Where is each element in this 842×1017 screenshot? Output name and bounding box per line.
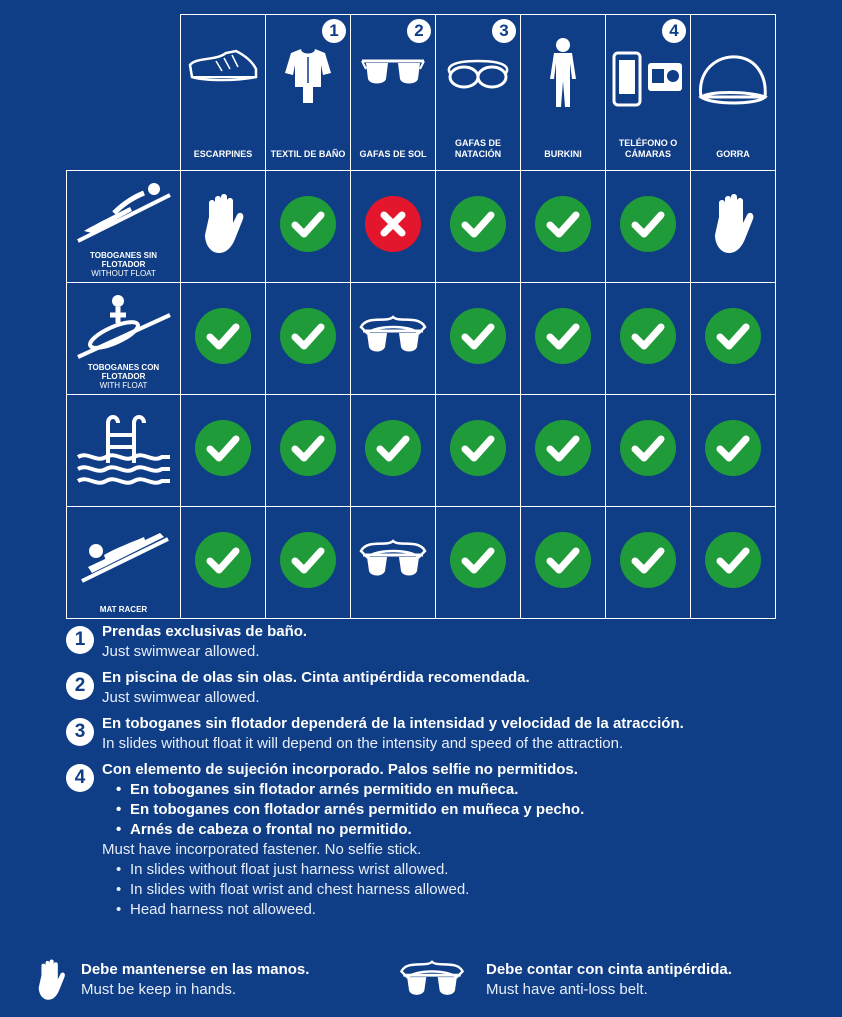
glasses-strap-icon <box>394 958 470 1002</box>
col-label: TELÉFONO O CÁMARAS <box>618 138 678 159</box>
cell-check <box>436 507 521 619</box>
cell-strap <box>351 283 436 395</box>
footnote-badge: 4 <box>662 19 686 43</box>
cell-check <box>436 395 521 507</box>
cell-check <box>691 507 776 619</box>
cell-check <box>436 283 521 395</box>
hand-icon <box>36 958 66 1002</box>
check-icon <box>535 420 591 476</box>
cell-check <box>606 507 691 619</box>
cross-icon <box>365 196 421 252</box>
check-icon <box>705 308 761 364</box>
glasses-strap-icon <box>357 313 429 359</box>
check-icon <box>535 196 591 252</box>
cell-check <box>606 395 691 507</box>
cell-check <box>351 395 436 507</box>
cell-check <box>266 507 351 619</box>
check-icon <box>280 196 336 252</box>
cell-check <box>606 283 691 395</box>
cell-check <box>691 283 776 395</box>
footnote-badge: 3 <box>492 19 516 43</box>
corner-cell <box>67 15 181 171</box>
row-label-es: MAT RACER <box>99 605 148 614</box>
swim-goggles-icon <box>444 55 512 95</box>
row-mat-racer <box>67 507 776 619</box>
col-label: GORRA <box>716 149 750 159</box>
row-header <box>67 507 181 619</box>
cell-check <box>181 395 266 507</box>
row-slide-without-float <box>67 171 776 283</box>
row-pool <box>67 395 776 507</box>
header-row <box>67 15 776 171</box>
cell-check <box>691 395 776 507</box>
check-icon <box>705 420 761 476</box>
col-label: TEXTIL DE BAÑO <box>270 149 346 159</box>
footnote-bullet-es: • Arnés de cabeza o frontal no permitido. <box>116 820 826 840</box>
footnote-number: 2 <box>66 672 94 700</box>
footnote-bullet-es: • En toboganes con flotador arnés permitido en muñeca y pecho. <box>116 800 826 820</box>
col-gorra <box>691 15 776 171</box>
cell-check <box>181 283 266 395</box>
col-gafas-natacion <box>436 15 521 171</box>
footnote-3 <box>66 714 826 754</box>
footnotes <box>66 622 826 926</box>
check-icon <box>620 420 676 476</box>
footnote-en: Just swimwear allowed. <box>102 643 260 660</box>
col-label: GAFAS DE NATACIÓN <box>454 138 502 159</box>
col-label: BURKINI <box>544 149 582 159</box>
burkini-icon <box>548 37 578 111</box>
footnote-badge: 2 <box>407 19 431 43</box>
footnote-en: Must have incorporated fastener. No selfie stick. <box>102 841 422 858</box>
cell-check <box>266 395 351 507</box>
check-icon <box>450 420 506 476</box>
cap-icon <box>697 51 769 107</box>
check-icon <box>450 532 506 588</box>
check-icon <box>365 420 421 476</box>
cell-check <box>521 283 606 395</box>
cell-check <box>436 171 521 283</box>
col-burkini <box>521 15 606 171</box>
row-header <box>67 283 181 395</box>
legend-es: Debe contar con cinta antipérdida. <box>486 961 732 978</box>
cell-check <box>266 283 351 395</box>
check-icon <box>195 532 251 588</box>
phone-camera-icon <box>612 51 684 107</box>
cell-check <box>606 171 691 283</box>
row-header <box>67 395 181 507</box>
cell-check <box>521 507 606 619</box>
check-icon <box>280 532 336 588</box>
check-icon <box>450 196 506 252</box>
row-label-es: TOBOGANES CON FLOTADOR <box>87 363 160 381</box>
footnote-bullet-en: • In slides without float just harness wrist allowed. <box>116 860 826 880</box>
footnote-en: Just swimwear allowed. <box>102 689 260 706</box>
legend-en: Must have anti-loss belt. <box>486 981 648 998</box>
col-gafas-sol <box>351 15 436 171</box>
hand-icon <box>201 193 245 255</box>
sunglasses-icon <box>360 55 426 95</box>
col-telefono <box>606 15 691 171</box>
hand-icon <box>711 193 755 255</box>
footnote-bullet-en: • In slides with float wrist and chest harness allowed. <box>116 880 826 900</box>
footnote-1 <box>66 622 826 662</box>
check-icon <box>195 420 251 476</box>
footnote-badge: 1 <box>322 19 346 43</box>
check-icon <box>195 308 251 364</box>
check-icon <box>535 532 591 588</box>
footnote-bullet-en: • Head harness not alloweed. <box>116 900 826 920</box>
col-escarpines <box>181 15 266 171</box>
row-header <box>67 171 181 283</box>
check-icon <box>620 196 676 252</box>
row-label-en: WITHOUT FLOAT <box>91 269 156 278</box>
cell-hand <box>181 171 266 283</box>
rules-table <box>66 14 776 619</box>
col-label: GAFAS DE SOL <box>359 149 427 159</box>
cell-hand <box>691 171 776 283</box>
footnote-4 <box>66 760 826 920</box>
cell-check <box>266 171 351 283</box>
swimsuit-icon <box>283 47 333 105</box>
footnote-es: Prendas exclusivas de baño. <box>102 623 308 640</box>
footnote-es: En toboganes sin flotador dependerá de la intensidad y velocidad de la atracción. <box>102 715 684 732</box>
footnote-number: 1 <box>66 626 94 654</box>
water-shoe-icon <box>186 47 260 87</box>
glasses-strap-icon <box>357 537 429 583</box>
col-textil <box>266 15 351 171</box>
check-icon <box>280 420 336 476</box>
cell-cross <box>351 171 436 283</box>
check-icon <box>450 308 506 364</box>
check-icon <box>620 532 676 588</box>
check-icon <box>280 308 336 364</box>
row-slide-with-float <box>67 283 776 395</box>
row-label-es: TOBOGANES SIN FLOTADOR <box>90 251 157 269</box>
legend-en: Must be keep in hands. <box>81 981 237 998</box>
col-label: ESCARPINES <box>193 149 253 159</box>
footnote-bullet-es: • En toboganes sin flotador arnés permitido en muñeca. <box>116 780 826 800</box>
cell-strap <box>351 507 436 619</box>
slide-with-float-icon <box>74 293 174 359</box>
pool-icon <box>76 413 172 487</box>
footnote-2 <box>66 668 826 708</box>
legend-strap <box>394 958 732 1007</box>
footnote-number: 3 <box>66 718 94 746</box>
cell-check <box>521 171 606 283</box>
check-icon <box>620 308 676 364</box>
check-icon <box>705 532 761 588</box>
mat-racer-icon <box>74 517 174 583</box>
footnote-number: 4 <box>66 764 94 792</box>
cell-check <box>521 395 606 507</box>
legend-es: Debe mantenerse en las manos. <box>81 961 310 978</box>
row-label-en: WITH FLOAT <box>99 381 148 390</box>
check-icon <box>535 308 591 364</box>
legend-hand <box>36 958 310 1007</box>
footnote-es: Con elemento de sujeción incorporado. Palos selfie no permitidos. <box>102 761 578 778</box>
footnote-en: In slides without float it will depend on the intensity and speed of the attraction. <box>102 735 624 752</box>
slide-without-float-icon <box>74 181 174 243</box>
footnote-es: En piscina de olas sin olas. Cinta antipérdida recomendada. <box>102 669 530 686</box>
cell-check <box>181 507 266 619</box>
